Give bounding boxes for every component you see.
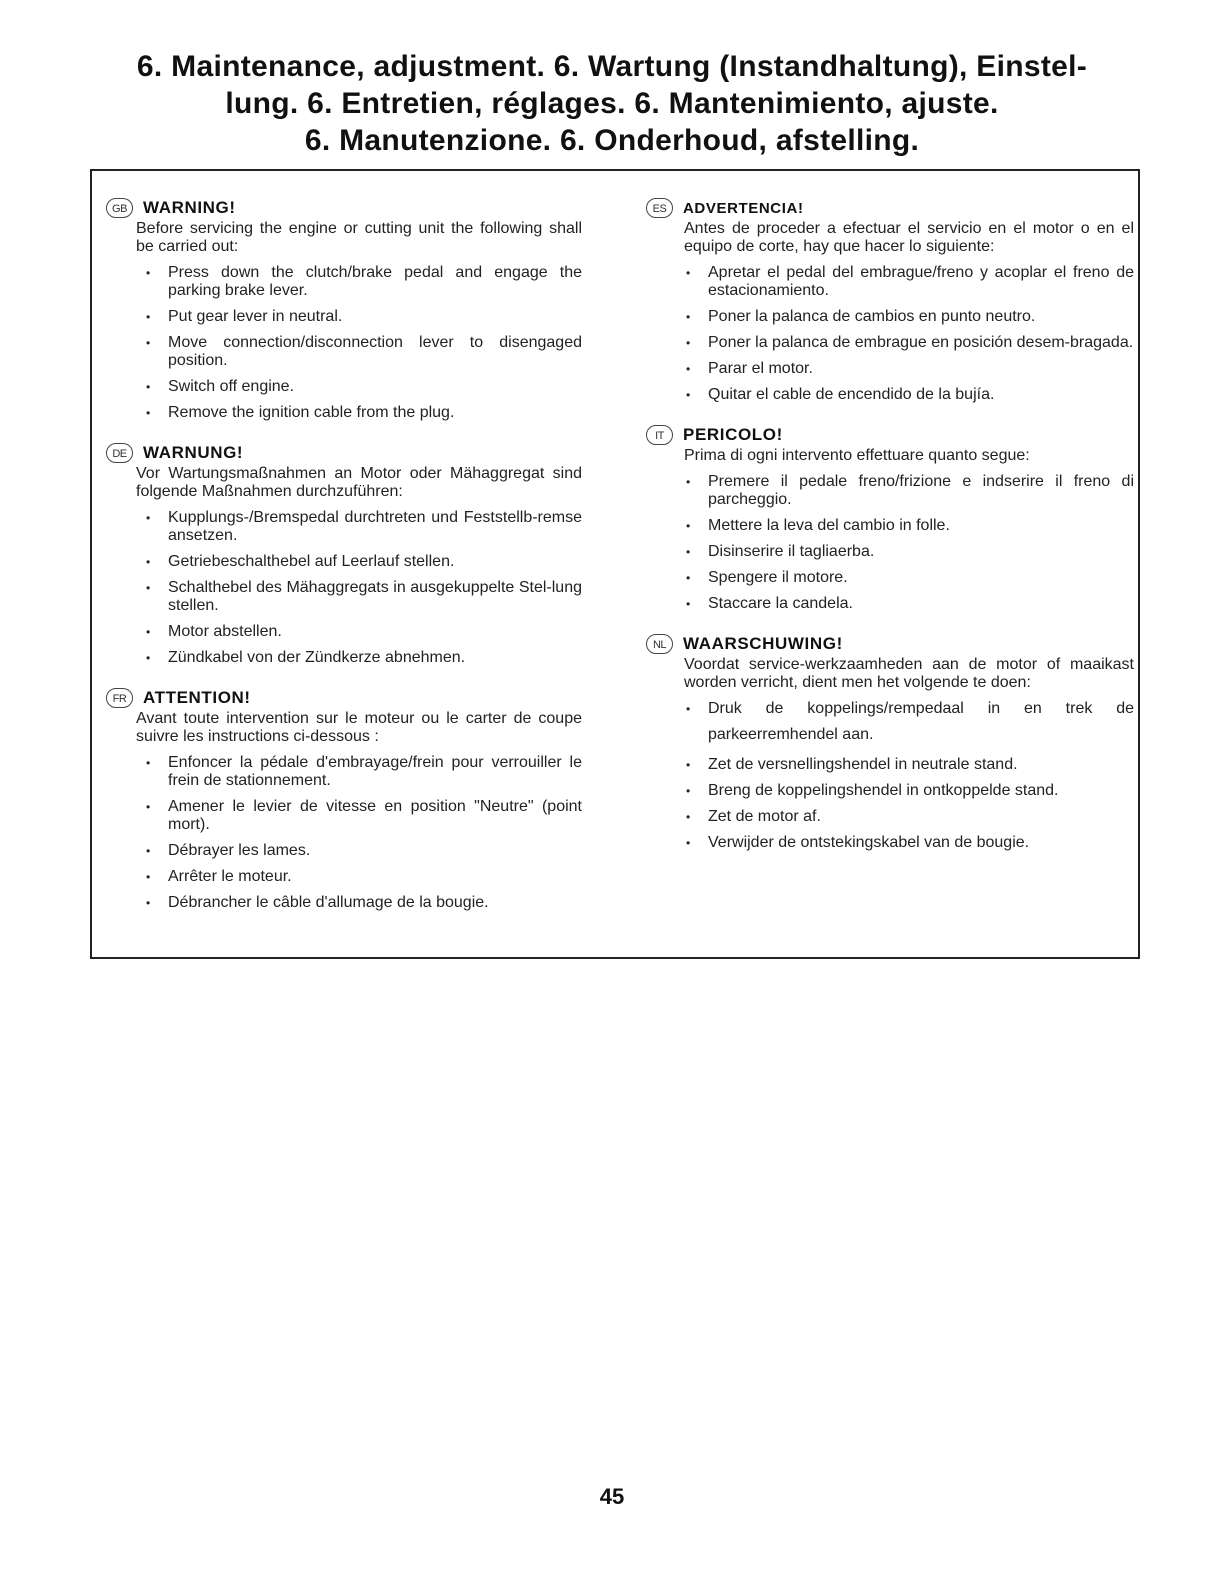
- list-item: • Débrancher le câble d'allumage de la bougie.: [106, 894, 582, 912]
- title-line-3: 6. Manutenzione. 6. Onderhoud, afstelling.: [304, 124, 920, 157]
- list-item: • Arrêter le moteur.: [106, 868, 582, 886]
- language-badge-icon: GB: [106, 198, 133, 218]
- bullet-list: [646, 264, 1134, 404]
- left-column: [106, 197, 582, 932]
- list-item: • Verwijder de ontstekingskabel van de bougie.: [646, 834, 1134, 852]
- section-intro: Vor Wartungsmaßnahmen an Motor oder Mähaggregat sind folgende Maßnahmen durchzuführen:: [136, 465, 582, 500]
- language-badge-icon: IT: [646, 425, 673, 445]
- section-heading: PERICOLO!: [683, 425, 783, 444]
- section-de: [106, 442, 582, 667]
- list-item: • Spengere il motore.: [646, 569, 1134, 587]
- section-intro: Before servicing the engine or cutting unit the following shall be carried out:: [136, 220, 582, 255]
- list-item: • Poner la palanca de embrague en posición desem-bragada.: [646, 334, 1134, 352]
- list-item: • Kupplungs-/Bremspedal durchtreten und Feststellb-remse ansetzen.: [106, 509, 582, 545]
- title-line-2: lung. 6. Entretien, réglages. 6. Mantenimiento, ajuste.: [225, 87, 999, 120]
- list-item: • Remove the ignition cable from the plug.: [106, 404, 582, 422]
- language-badge-icon: ES: [646, 198, 673, 218]
- list-item: • Premere il pedale freno/frizione e indserire il freno di parcheggio.: [646, 473, 1134, 509]
- section-intro: Antes de proceder a efectuar el servicio en el motor o en el equipo de corte, hay que hacer lo siguiente:: [684, 220, 1134, 255]
- bullet-list: [646, 473, 1134, 613]
- section-intro: Voordat service-werkzaamheden aan de motor of maaikast worden verricht, dient men het volgende te doen:: [684, 656, 1134, 691]
- list-item: • Put gear lever in neutral.: [106, 308, 582, 326]
- list-item: • Débrayer les lames.: [106, 842, 582, 860]
- language-badge-icon: NL: [646, 634, 673, 654]
- language-badge-icon: FR: [106, 688, 133, 708]
- bullet-list: [106, 509, 582, 667]
- list-item: • Amener le levier de vitesse en position "Neutre" (point mort).: [106, 798, 582, 834]
- bullet-list: [646, 696, 1134, 852]
- warning-box: [90, 169, 1140, 959]
- list-item: • Move connection/disconnection lever to disengaged position.: [106, 334, 582, 370]
- list-item: • Staccare la candela.: [646, 595, 1134, 613]
- list-item: • Zet de versnellingshendel in neutrale stand.: [646, 756, 1134, 774]
- section-it: [646, 424, 1134, 613]
- list-item: • Motor abstellen.: [106, 623, 582, 641]
- section-heading: WARNING!: [143, 198, 236, 217]
- list-item: • Getriebeschalthebel auf Leerlauf stellen.: [106, 553, 582, 571]
- list-item: • Druk de koppelings/rempedaal in en trek de parkeerremhendel aan.: [646, 696, 1134, 748]
- language-badge-icon: DE: [106, 443, 133, 463]
- section-heading: ATTENTION!: [143, 688, 251, 707]
- title-line-1: 6. Maintenance, adjustment. 6. Wartung (Instandhaltung), Einstel-: [136, 50, 1088, 83]
- list-item: • Press down the clutch/brake pedal and engage the parking brake lever.: [106, 264, 582, 300]
- list-item: • Mettere la leva del cambio in folle.: [646, 517, 1134, 535]
- list-item: • Quitar el cable de encendido de la bujía.: [646, 386, 1134, 404]
- list-item: • Enfoncer la pédale d'embrayage/frein pour verrouiller le frein de stationnement.: [106, 754, 582, 790]
- list-item: • Apretar el pedal del embrague/freno y acoplar el freno de estacionamiento.: [646, 264, 1134, 300]
- right-column: [646, 197, 1134, 872]
- section-nl: [646, 633, 1134, 852]
- section-intro: Avant toute intervention sur le moteur ou le carter de coupe suivre les instructions ci-dessous :: [136, 710, 582, 745]
- list-item: • Disinserire il tagliaerba.: [646, 543, 1134, 561]
- page-number: 45: [599, 1484, 625, 1509]
- list-item: • Zet de motor af.: [646, 808, 1134, 826]
- list-item: • Parar el motor.: [646, 360, 1134, 378]
- list-item: • Zündkabel von der Zündkerze abnehmen.: [106, 649, 582, 667]
- list-item: • Schalthebel des Mähaggregats in ausgekuppelte Stel-lung stellen.: [106, 579, 582, 615]
- bullet-list: [106, 264, 582, 422]
- section-intro: Prima di ogni intervento effettuare quanto segue:: [684, 447, 1030, 464]
- list-item: • Poner la palanca de cambios en punto neutro.: [646, 308, 1134, 326]
- section-es: [646, 197, 1134, 404]
- list-item: • Breng de koppelingshendel in ontkoppelde stand.: [646, 782, 1134, 800]
- bullet-list: [106, 754, 582, 912]
- section-gb: [106, 197, 582, 422]
- section-heading: WAARSCHUWING!: [683, 634, 843, 653]
- section-fr: [106, 687, 582, 912]
- page-title: [60, 48, 1164, 159]
- section-heading: WARNUNG!: [143, 443, 244, 462]
- list-item: • Switch off engine.: [106, 378, 582, 396]
- section-heading: ADVERTENCIA!: [683, 199, 804, 217]
